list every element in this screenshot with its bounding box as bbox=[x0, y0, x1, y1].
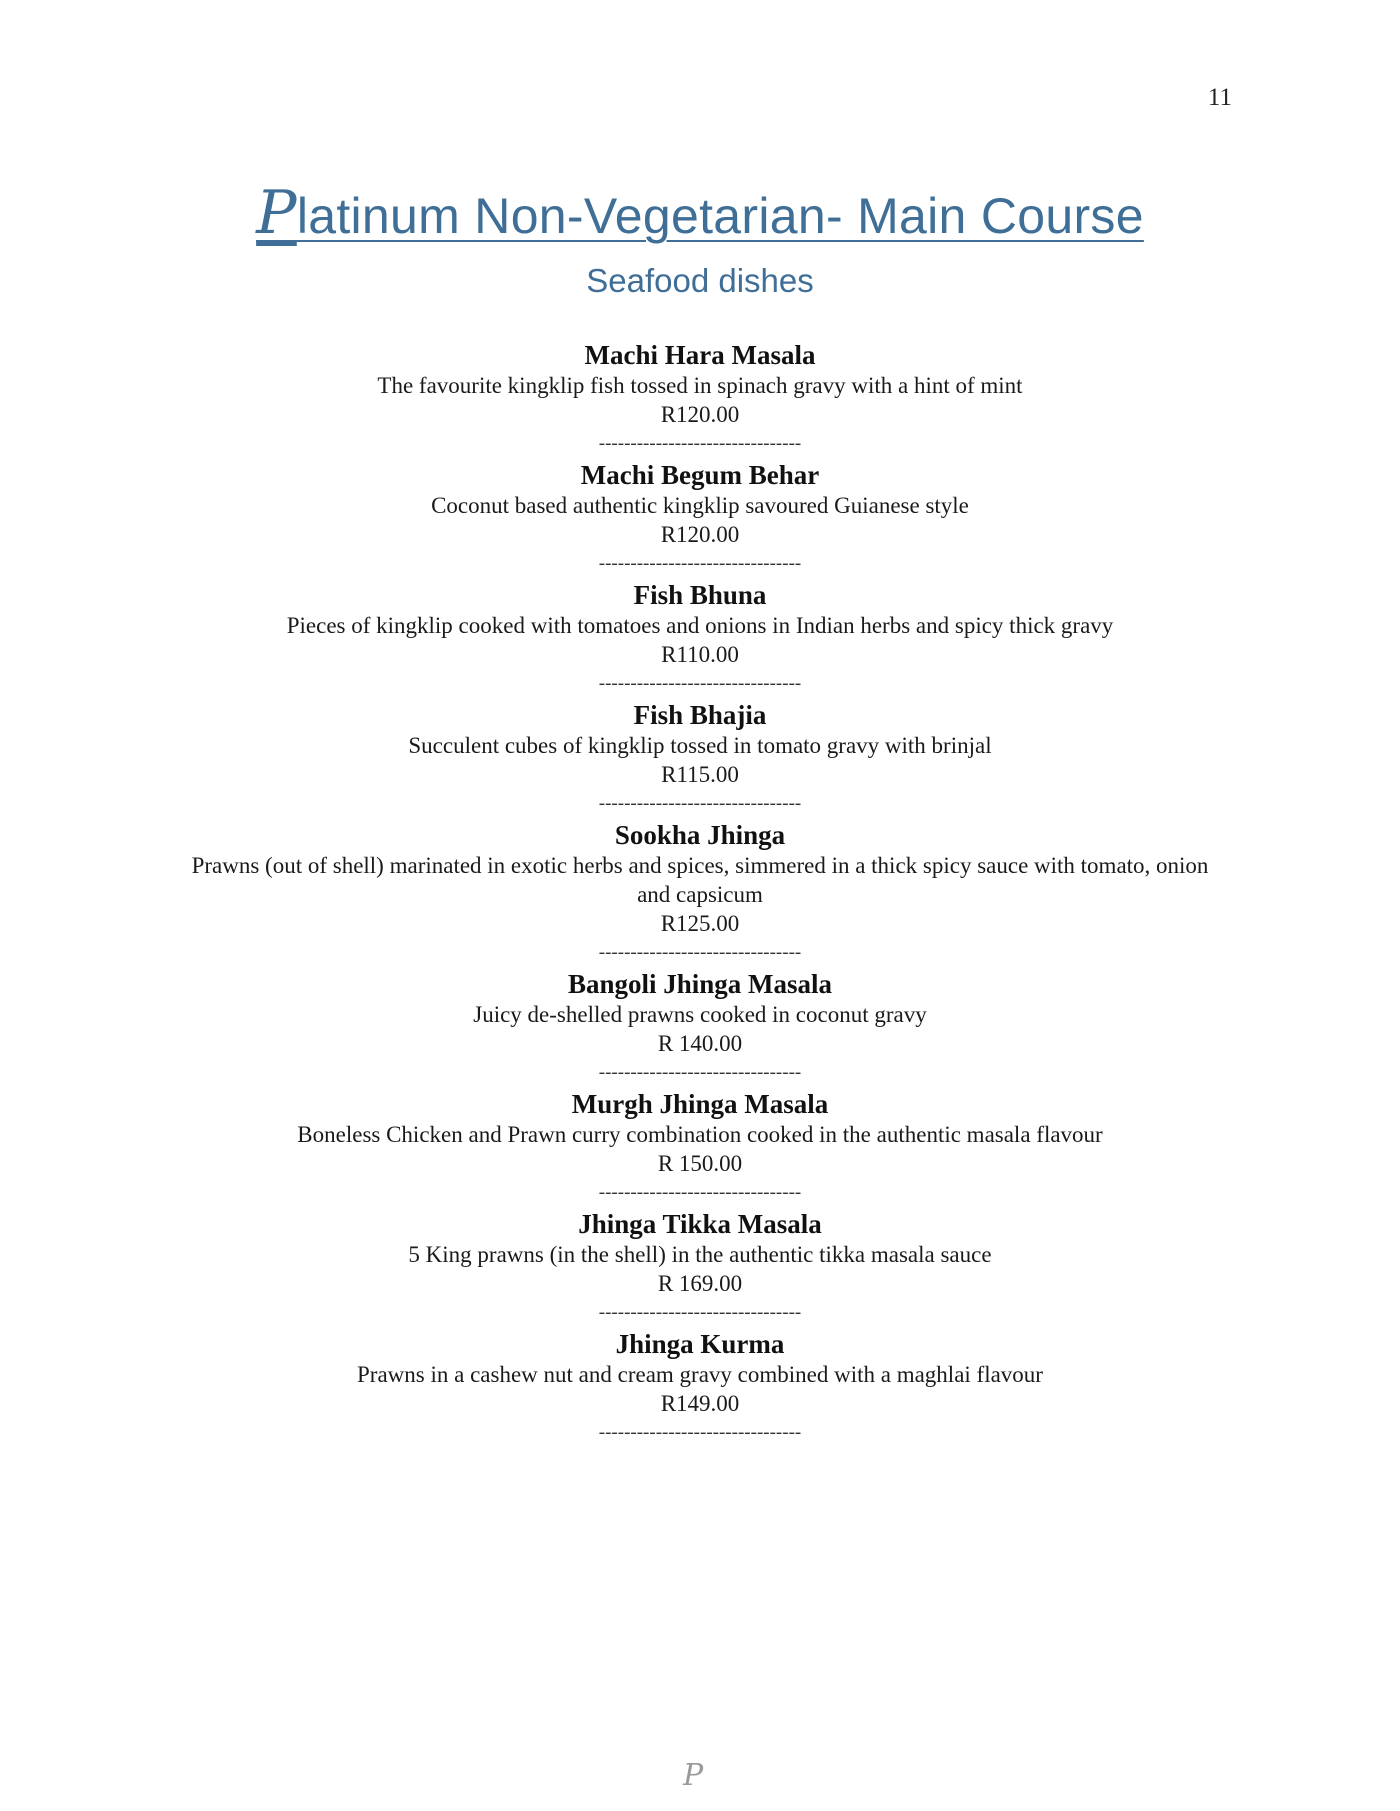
dish-description: Juicy de-shelled prawns cooked in coconut gravy bbox=[473, 1002, 927, 1027]
dish-name: Fish Bhuna bbox=[633, 580, 767, 610]
title-initial: P bbox=[256, 178, 297, 248]
menu-item bbox=[180, 459, 1220, 579]
menu-item bbox=[180, 1328, 1220, 1448]
dish-name: Sookha Jhinga bbox=[614, 820, 786, 850]
dish-price: R 169.00 bbox=[657, 1271, 743, 1296]
dish-name: Bangoli Jhinga Masala bbox=[567, 969, 833, 999]
dish-description: Coconut based authentic kingklip savoured Guianese style bbox=[431, 493, 969, 518]
dish-description: Pieces of kingklip cooked with tomatoes and onions in Indian herbs and spicy thick gravy bbox=[286, 613, 1114, 638]
page-title bbox=[256, 178, 1144, 248]
dish-price: R 150.00 bbox=[657, 1151, 743, 1176]
dish-description: Prawns in a cashew nut and cream gravy combined with a maghlai flavour bbox=[357, 1362, 1043, 1387]
dish-name: Fish Bhajia bbox=[633, 700, 767, 730]
dish-price: R120.00 bbox=[660, 402, 740, 427]
page-number: 11 bbox=[1207, 84, 1232, 111]
dish-description: 5 King prawns (in the shell) in the authentic tikka masala sauce bbox=[408, 1242, 992, 1267]
title-block bbox=[0, 178, 1400, 248]
dish-price: R125.00 bbox=[660, 911, 740, 936]
menu-item bbox=[180, 339, 1220, 459]
menu-item bbox=[180, 579, 1220, 699]
dish-description: Succulent cubes of kingklip tossed in tomato gravy with brinjal bbox=[408, 733, 992, 758]
dish-price: R120.00 bbox=[660, 522, 740, 547]
dish-description: The favourite kingklip fish tossed in spinach gravy with a hint of mint bbox=[377, 373, 1023, 398]
menu-item bbox=[180, 1208, 1220, 1328]
dash-separator: -------------------------------- bbox=[598, 1302, 802, 1323]
menu-item bbox=[180, 1088, 1220, 1208]
dash-separator: -------------------------------- bbox=[598, 553, 802, 574]
dish-name: Machi Hara Masala bbox=[584, 340, 816, 370]
menu-item bbox=[180, 699, 1220, 819]
menu-item bbox=[180, 968, 1220, 1088]
dish-description: Boneless Chicken and Prawn curry combination cooked in the authentic masala flavour bbox=[297, 1122, 1103, 1147]
dish-price: R115.00 bbox=[661, 762, 739, 787]
dish-price: R149.00 bbox=[660, 1391, 740, 1416]
dish-name: Jhinga Kurma bbox=[615, 1329, 785, 1359]
dish-name: Murgh Jhinga Masala bbox=[571, 1089, 829, 1119]
dish-price: R110.00 bbox=[661, 642, 739, 667]
dash-separator: -------------------------------- bbox=[598, 793, 802, 814]
dash-separator: -------------------------------- bbox=[598, 433, 802, 454]
title-text: latinum Non-Vegetarian- Main Course bbox=[296, 188, 1144, 244]
dish-price: R 140.00 bbox=[657, 1031, 743, 1056]
footer-logo-icon: P bbox=[683, 1758, 704, 1793]
dash-separator: -------------------------------- bbox=[598, 1182, 802, 1203]
dash-separator: -------------------------------- bbox=[598, 1422, 802, 1443]
section-subtitle: Seafood dishes bbox=[586, 262, 814, 299]
dish-name: Machi Begum Behar bbox=[580, 460, 820, 490]
dish-description: Prawns (out of shell) marinated in exotic herbs and spices, simmered in a thick spicy sauce with tomato, onion and capsicum bbox=[191, 853, 1209, 907]
dash-separator: -------------------------------- bbox=[598, 1062, 802, 1083]
dash-separator: -------------------------------- bbox=[598, 673, 802, 694]
dish-name: Jhinga Tikka Masala bbox=[578, 1209, 822, 1239]
dash-separator: -------------------------------- bbox=[598, 942, 802, 963]
menu-item bbox=[180, 819, 1220, 968]
menu-list bbox=[180, 339, 1220, 1448]
